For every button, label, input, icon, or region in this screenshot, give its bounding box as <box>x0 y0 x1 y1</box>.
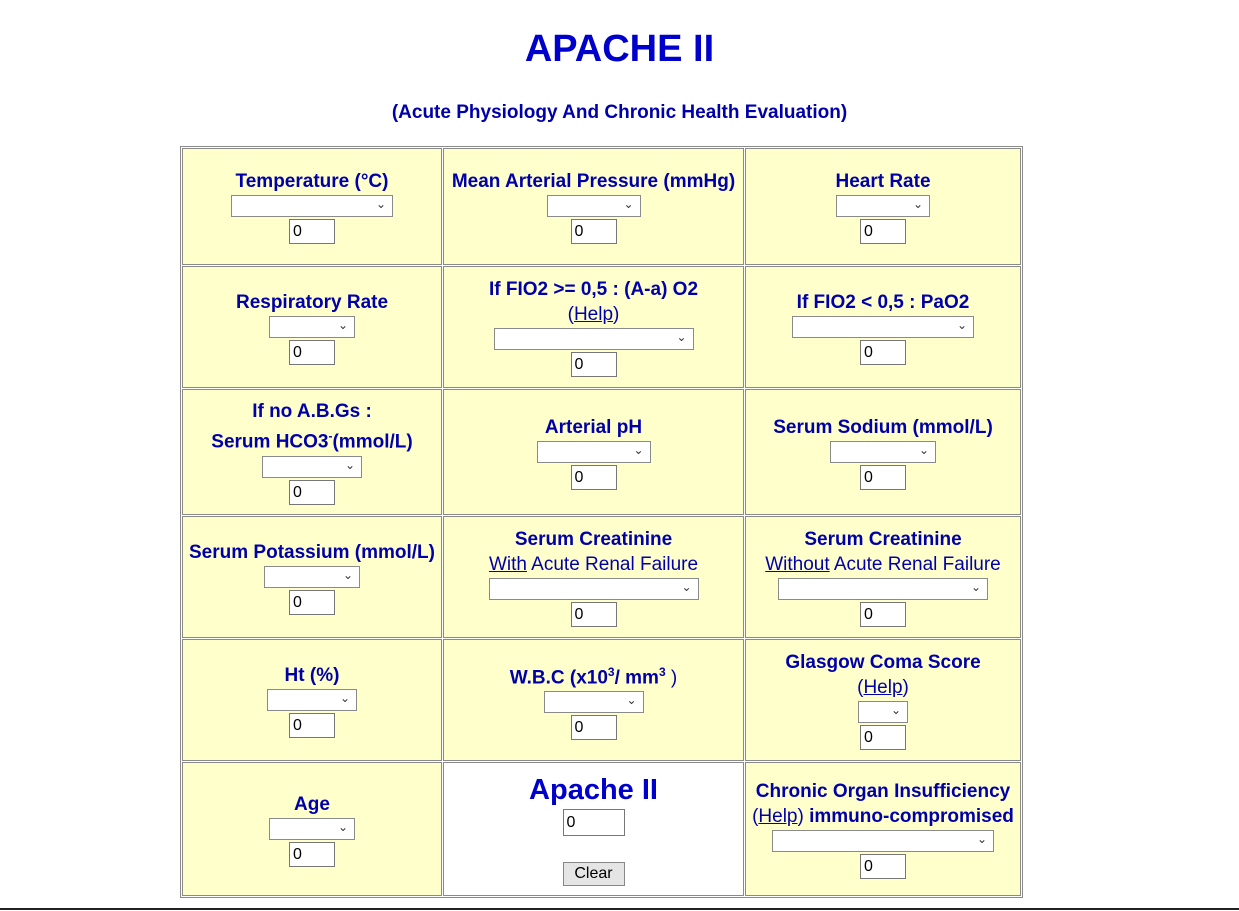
heart-rate-cell <box>745 148 1021 265</box>
pao2-label: If FIO2 < 0,5 : PaO2 <box>796 291 970 313</box>
aa-o2-label: If FIO2 >= 0,5 : (A-a) O2 <box>488 279 699 300</box>
map-points-input[interactable]: 0 <box>571 219 617 244</box>
wbc-label: W.B.C ($x10^3/$ $mm^3$ ) <box>509 664 678 689</box>
heart-rate-points-input[interactable]: 0 <box>860 219 906 244</box>
chevron-down-icon: ⌄ <box>344 457 355 472</box>
temperature-points-input[interactable]: 0 <box>289 219 335 244</box>
ph-points-input[interactable]: 0 <box>571 465 617 490</box>
map-label: Mean Arterial Pressure (mmHg) <box>451 171 736 192</box>
sodium-label: Serum Sodium (mmol/L) <box>773 416 993 438</box>
potassium-label: Serum Potassium (mmol/L) <box>189 541 435 563</box>
wbc-points-input[interactable]: 0 <box>571 715 617 740</box>
age-label: Age <box>294 793 330 815</box>
hco3-label-line1: If no A.B.Gs : <box>252 401 372 423</box>
chevron-down-icon: ⌄ <box>890 703 901 717</box>
chevron-down-icon: ⌄ <box>342 567 353 582</box>
chronic-help-link[interactable]: Help <box>758 806 798 827</box>
help-paren-open: ( <box>857 677 864 698</box>
creat-arf-points-input[interactable]: 0 <box>571 602 617 627</box>
ph-label: Arterial pH <box>544 416 643 438</box>
clear-button[interactable]: Clear <box>563 862 625 886</box>
ht-label: Ht (%) <box>284 664 340 686</box>
aa-o2-points-input[interactable]: 0 <box>571 352 617 377</box>
chronic-cell <box>745 762 1021 896</box>
result-cell <box>443 762 744 896</box>
aa-o2-help-link[interactable]: Help <box>573 304 614 325</box>
heart-rate-label: Heart Rate <box>835 171 931 192</box>
potassium-cell <box>182 516 442 638</box>
resp-rate-select[interactable] <box>269 316 355 338</box>
age-points-input[interactable]: 0 <box>289 842 335 867</box>
wbc-cell <box>443 639 744 761</box>
age-cell <box>182 762 442 896</box>
sodium-points-input[interactable]: 0 <box>860 465 906 490</box>
pao2-points-input[interactable]: 0 <box>860 340 906 365</box>
creat-noarf-cell <box>745 516 1021 638</box>
apache-score-label: Apache II <box>529 773 658 806</box>
sodium-select[interactable] <box>830 441 936 463</box>
creat-noarf-label: Serum Creatinine <box>804 529 962 550</box>
page-subtitle: (Acute Physiology And Chronic Health Evaluation) <box>391 102 848 123</box>
ht-points-input[interactable]: 0 <box>289 713 335 738</box>
chevron-down-icon: ⌄ <box>976 832 987 846</box>
map-cell <box>443 148 744 265</box>
page-title: APACHE II <box>524 28 715 70</box>
creat-noarf-sublabel: Without Acute Renal Failure <box>765 554 1001 575</box>
aa-o2-cell <box>443 266 744 388</box>
chevron-down-icon: ⌄ <box>337 819 348 834</box>
help-paren-close: ) <box>613 304 620 325</box>
hco3-label-line2: Serum HCO3-(mmol/L) <box>211 429 413 453</box>
page-bottom-border <box>0 908 1239 910</box>
temperature-label: Temperature (°C) <box>235 171 389 192</box>
creat-arf-sublabel: With Acute Renal Failure <box>488 554 699 575</box>
chevron-down-icon: ⌄ <box>956 317 967 332</box>
creat-noarf-points-input[interactable]: 0 <box>860 602 906 627</box>
gcs-select[interactable] <box>858 701 908 723</box>
chevron-down-icon: ⌄ <box>912 197 923 211</box>
pao2-select[interactable] <box>792 316 974 338</box>
ht-cell <box>182 639 442 761</box>
chevron-down-icon: ⌄ <box>633 442 644 457</box>
chronic-label-line2: (Help) immuno-compromised <box>752 806 1014 827</box>
chevron-down-icon: ⌄ <box>681 580 692 594</box>
apache-form-grid <box>180 146 1023 898</box>
heart-rate-select[interactable] <box>836 195 930 217</box>
help-paren-open: ( <box>567 304 574 325</box>
chronic-points-input[interactable]: 0 <box>860 854 906 879</box>
sodium-cell <box>745 389 1021 515</box>
chevron-down-icon: ⌄ <box>626 693 637 708</box>
resp-rate-points-input[interactable]: 0 <box>289 340 335 365</box>
pao2-cell <box>745 266 1021 388</box>
gcs-cell <box>745 639 1021 761</box>
hco3-select[interactable] <box>262 456 362 478</box>
ht-select[interactable] <box>267 689 357 711</box>
age-select[interactable] <box>269 818 355 840</box>
resp-rate-label: Respiratory Rate <box>235 291 389 313</box>
ph-cell <box>443 389 744 515</box>
wbc-select[interactable] <box>544 691 644 713</box>
help-paren-close: ) <box>902 677 909 698</box>
chronic-select[interactable] <box>772 830 994 852</box>
creat-arf-label: Serum Creatinine <box>514 529 673 550</box>
creat-arf-select[interactable] <box>489 578 699 600</box>
map-select[interactable] <box>547 195 641 217</box>
resp-rate-cell <box>182 266 442 388</box>
potassium-select[interactable] <box>264 566 360 588</box>
ph-select[interactable] <box>537 441 651 463</box>
gcs-help-link[interactable]: Help <box>863 677 903 698</box>
creat-arf-with-link[interactable]: With <box>488 554 527 575</box>
creat-noarf-without-link[interactable]: Without <box>765 554 830 575</box>
chevron-down-icon: ⌄ <box>970 580 981 594</box>
gcs-points-input[interactable]: 0 <box>860 725 906 750</box>
temperature-select[interactable] <box>231 195 393 217</box>
aa-o2-select[interactable] <box>494 328 694 350</box>
chevron-down-icon: ⌄ <box>375 197 386 211</box>
hco3-points-input[interactable]: 0 <box>289 480 335 505</box>
chevron-down-icon: ⌄ <box>337 317 348 332</box>
potassium-points-input[interactable]: 0 <box>289 590 335 615</box>
apache-score-output[interactable]: 0 <box>563 809 625 836</box>
chevron-down-icon: ⌄ <box>918 442 929 457</box>
chevron-down-icon: ⌄ <box>339 690 350 705</box>
chevron-down-icon: ⌄ <box>623 197 634 211</box>
temperature-cell <box>182 148 442 265</box>
creat-arf-cell <box>443 516 744 638</box>
chronic-label: Chronic Organ Insufficiency <box>755 781 1011 802</box>
hco3-cell <box>182 389 442 515</box>
creat-noarf-select[interactable] <box>778 578 988 600</box>
chevron-down-icon: ⌄ <box>676 330 687 344</box>
gcs-label: Glasgow Coma Score <box>785 652 981 673</box>
